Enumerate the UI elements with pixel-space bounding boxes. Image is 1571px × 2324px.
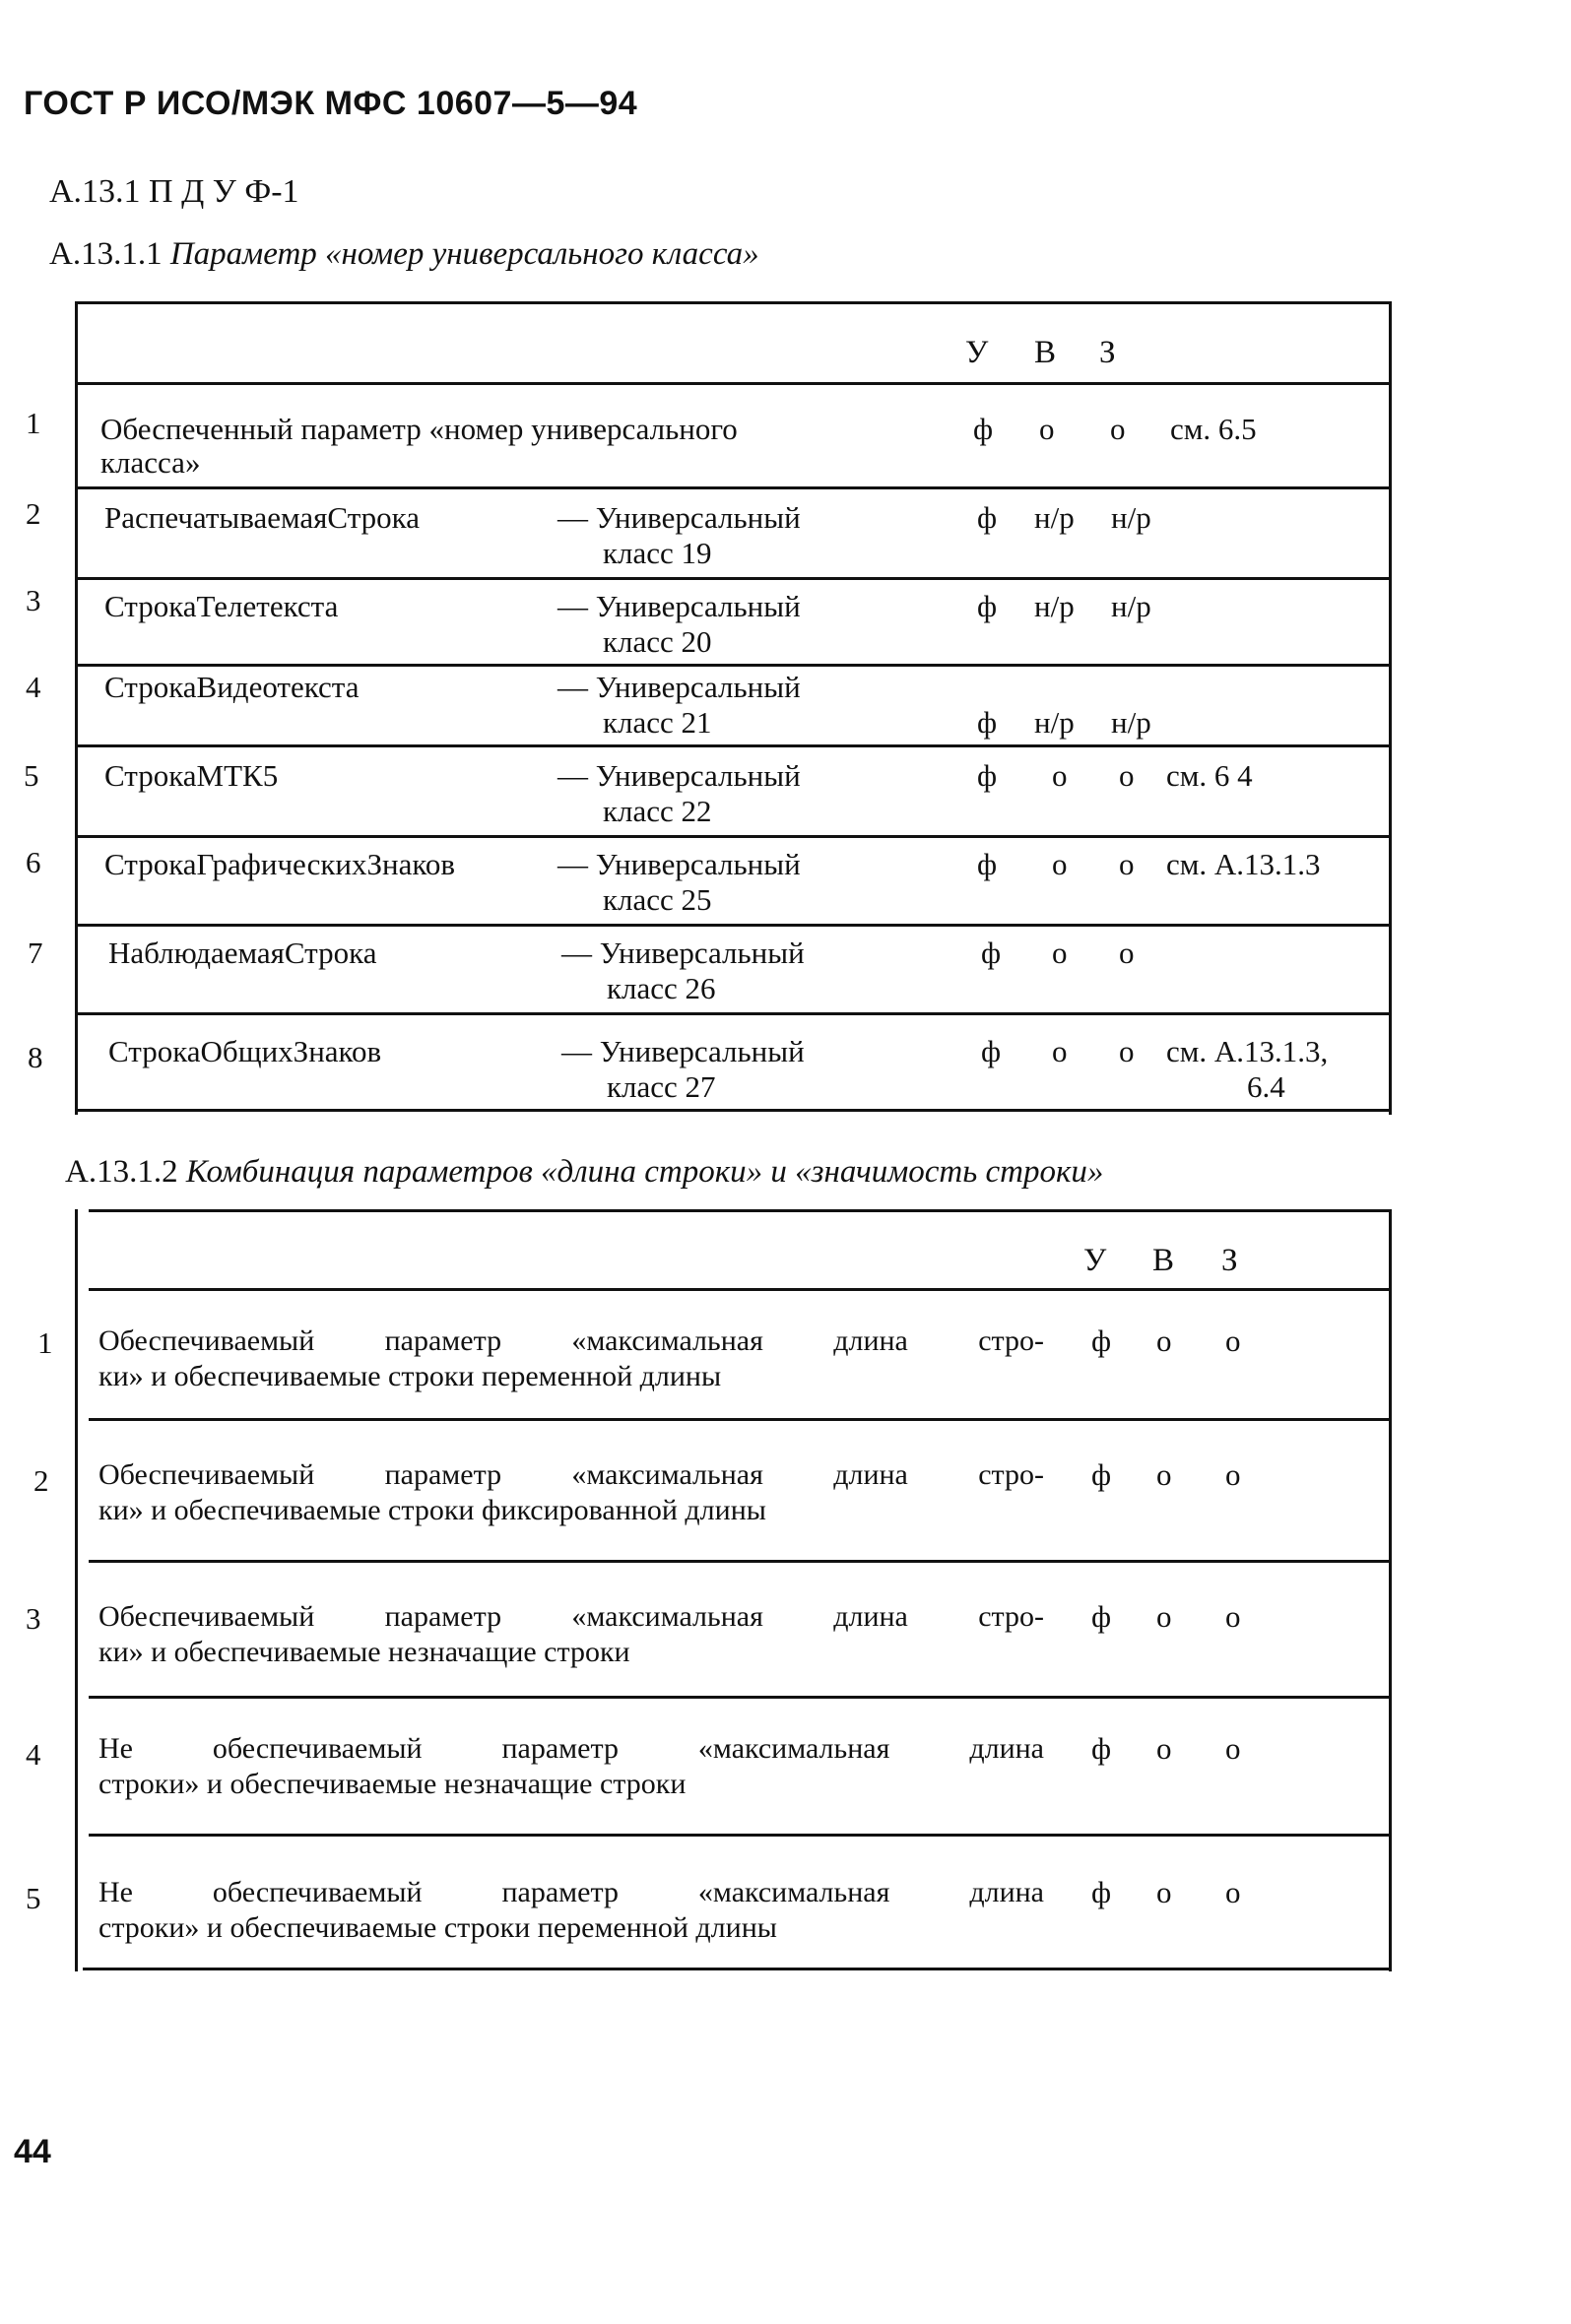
table1-left-border bbox=[75, 301, 78, 1115]
table2-param-line: Обеспечиваемый параметр «максимальная длина стро- bbox=[98, 1458, 1044, 1491]
table2-flag-u: ф bbox=[1091, 1875, 1112, 1909]
table1-flag-u: ф bbox=[981, 1034, 1002, 1068]
table1-flag-z: о bbox=[1119, 1034, 1135, 1068]
table2-row-number: 5 bbox=[26, 1881, 41, 1915]
table1-flag-z: о bbox=[1119, 758, 1135, 793]
table2-flag-v: о bbox=[1156, 1599, 1172, 1634]
table1-flag-v: о bbox=[1052, 847, 1068, 881]
table1-row-rule bbox=[75, 577, 1392, 580]
table1-top-rule bbox=[75, 301, 1392, 304]
table1-class-number: класс 27 bbox=[607, 1069, 716, 1104]
table1-flag-v: н/р bbox=[1034, 500, 1075, 535]
table2-flag-z: о bbox=[1225, 1323, 1241, 1358]
table2-flag-z: о bbox=[1225, 1457, 1241, 1492]
table2-flag-z: о bbox=[1225, 1731, 1241, 1766]
table2-param-text bbox=[98, 1323, 1044, 1394]
table1-flag-v: н/р bbox=[1034, 589, 1075, 623]
table1-param-name: СтрокаТелетекста bbox=[104, 589, 339, 623]
table2-flag-z: о bbox=[1225, 1599, 1241, 1634]
table1-flag-z: о bbox=[1119, 847, 1135, 881]
table2-param-text bbox=[98, 1731, 1044, 1802]
table1-flag-z: н/р bbox=[1111, 705, 1151, 740]
table1-class: — Универсальный bbox=[557, 500, 801, 535]
page-number: 44 bbox=[14, 2133, 51, 2170]
table1-flag-v: о bbox=[1052, 1034, 1068, 1068]
table1-row-number: 2 bbox=[26, 496, 41, 531]
table2-param-line-cont: строки» и обеспечиваемые незначащие строки bbox=[98, 1768, 687, 1800]
table2-param-line-cont: ки» и обеспечиваемые незначащие строки bbox=[98, 1636, 630, 1668]
table1-row-rule bbox=[75, 664, 1392, 667]
table2-caption-number: А.13.1.2 bbox=[65, 1154, 178, 1190]
table1-col-head-v: В bbox=[1034, 335, 1057, 370]
table1-reference: см. 6 4 bbox=[1166, 758, 1253, 793]
table2-flag-u: ф bbox=[1091, 1731, 1112, 1766]
table1-row-number: 4 bbox=[26, 670, 41, 704]
table1-param-name: Обеспеченный параметр «номер универсального bbox=[100, 412, 738, 446]
table2-flag-v: о bbox=[1156, 1731, 1172, 1766]
table2-flag-u: ф bbox=[1091, 1457, 1112, 1492]
table2-row-rule bbox=[89, 1834, 1389, 1837]
table1-class: — Универсальный bbox=[557, 589, 801, 623]
table1-row-rule bbox=[75, 486, 1392, 489]
table1-class-number: класс 19 bbox=[603, 536, 712, 570]
table1-flag-v: о bbox=[1039, 412, 1055, 446]
table1-flag-u: ф bbox=[977, 500, 998, 535]
table1-row-number: 7 bbox=[28, 936, 43, 970]
table1-flag-u: ф bbox=[977, 758, 998, 793]
table2-caption-title: Комбинация параметров «длина строки» и «значимость строки» bbox=[185, 1154, 1104, 1190]
table1-col-head-u: У bbox=[965, 335, 989, 370]
table1-flag-z: о bbox=[1110, 412, 1126, 446]
table2-caption bbox=[65, 1154, 1103, 1191]
table1-param-name-cont: класса» bbox=[100, 445, 201, 480]
table1-flag-u: ф bbox=[977, 705, 998, 740]
table1-class-number: класс 21 bbox=[603, 705, 712, 740]
table2-col-head-u: У bbox=[1083, 1243, 1107, 1278]
table2-flag-u: ф bbox=[1091, 1599, 1112, 1634]
table1-class: — Универсальный bbox=[561, 1034, 805, 1068]
table2-bottom-rule bbox=[83, 1968, 1389, 1970]
table1-flag-v: н/р bbox=[1034, 705, 1075, 740]
table1-flag-v: о bbox=[1052, 758, 1068, 793]
table2-param-line: Не обеспечиваемый параметр «максимальная длина bbox=[98, 1732, 1044, 1765]
document-header: ГОСТ Р ИСО/МЭК МФС 10607—5—94 bbox=[24, 85, 638, 122]
table1-param-name: СтрокаОбщихЗнаков bbox=[108, 1034, 382, 1068]
table1-bottom-rule bbox=[75, 1109, 1392, 1112]
table1-class-number: класс 26 bbox=[607, 971, 716, 1005]
table1-col-head-z: З bbox=[1099, 335, 1116, 370]
table2-row-number: 2 bbox=[33, 1463, 49, 1498]
table1-class: — Универсальный bbox=[557, 670, 801, 704]
table1-row-number: 8 bbox=[28, 1040, 43, 1074]
table1-param-name: РаспечатываемаяСтрока bbox=[104, 500, 420, 535]
table1-caption bbox=[49, 236, 759, 273]
table2-flag-u: ф bbox=[1091, 1323, 1112, 1358]
table1-flag-z: н/р bbox=[1111, 500, 1151, 535]
table1-row-number: 5 bbox=[24, 758, 39, 793]
table1-flag-u: ф bbox=[973, 412, 994, 446]
table2-col-head-v: В bbox=[1152, 1243, 1175, 1278]
table1-header-rule bbox=[75, 382, 1392, 385]
table1-row-rule bbox=[75, 1012, 1392, 1015]
table2-param-text bbox=[98, 1599, 1044, 1670]
table1-flag-z: о bbox=[1119, 936, 1135, 970]
table1-flag-z: н/р bbox=[1111, 589, 1151, 623]
table1-row-rule bbox=[75, 924, 1392, 927]
table2-param-line: Обеспечиваемый параметр «максимальная длина стро- bbox=[98, 1324, 1044, 1357]
table2-param-text bbox=[98, 1875, 1044, 1946]
table1-right-border bbox=[1389, 301, 1392, 1115]
table2-flag-z: о bbox=[1225, 1875, 1241, 1909]
table2-row-number: 3 bbox=[26, 1601, 41, 1636]
table2-param-line: Обеспечиваемый параметр «максимальная длина стро- bbox=[98, 1600, 1044, 1633]
section-title: А.13.1 П Д У Ф-1 bbox=[49, 173, 299, 210]
table1-param-name: НаблюдаемаяСтрока bbox=[108, 936, 377, 970]
table1-param-name: СтрокаМТК5 bbox=[104, 758, 279, 793]
table1-reference: см. А.13.1.3, bbox=[1166, 1034, 1329, 1068]
table2-param-line: Не обеспечиваемый параметр «максимальная длина bbox=[98, 1876, 1044, 1908]
table1-flag-u: ф bbox=[977, 589, 998, 623]
table1-class-number: класс 20 bbox=[603, 624, 712, 659]
table1-reference-cont: 6.4 bbox=[1247, 1069, 1285, 1104]
table2-row-rule bbox=[89, 1418, 1389, 1421]
table2-param-text bbox=[98, 1457, 1044, 1528]
table1-class: — Универсальный bbox=[557, 758, 801, 793]
table2-flag-v: о bbox=[1156, 1457, 1172, 1492]
table1-param-name: СтрокаГрафическихЗнаков bbox=[104, 847, 455, 881]
table2-header-rule bbox=[89, 1288, 1389, 1291]
table1-class-number: класс 22 bbox=[603, 794, 712, 828]
table2-param-line-cont: ки» и обеспечиваемые строки переменной длины bbox=[98, 1360, 722, 1392]
table1-caption-title: Параметр «номер универсального класса» bbox=[169, 236, 759, 272]
table1-class: — Универсальный bbox=[557, 847, 801, 881]
table2-flag-v: о bbox=[1156, 1875, 1172, 1909]
table1-row-rule bbox=[75, 835, 1392, 838]
table1-row-number: 6 bbox=[26, 845, 41, 879]
table1-row-number: 1 bbox=[26, 406, 41, 440]
table2-col-head-z: З bbox=[1221, 1243, 1238, 1278]
table2-row-number: 1 bbox=[37, 1325, 53, 1360]
table2-param-line-cont: строки» и обеспечиваемые строки переменной длины bbox=[98, 1911, 777, 1944]
table1-flag-u: ф bbox=[977, 847, 998, 881]
table1-row-rule bbox=[75, 744, 1392, 747]
table2-right-border bbox=[1389, 1209, 1392, 1971]
table2-row-rule bbox=[89, 1696, 1389, 1699]
table1-row-number: 3 bbox=[26, 583, 41, 617]
table1-flag-u: ф bbox=[981, 936, 1002, 970]
table1-flag-v: о bbox=[1052, 936, 1068, 970]
table2-flag-v: о bbox=[1156, 1323, 1172, 1358]
table1-caption-number: А.13.1.1 bbox=[49, 236, 163, 272]
table1-param-name: СтрокаВидеотекста bbox=[104, 670, 360, 704]
table2-row-rule bbox=[89, 1560, 1389, 1563]
table2-top-rule bbox=[89, 1209, 1389, 1212]
table1-reference: см. 6.5 bbox=[1170, 412, 1257, 446]
table2-row-number: 4 bbox=[26, 1737, 41, 1772]
table1-class-number: класс 25 bbox=[603, 882, 712, 917]
table2-left-border bbox=[75, 1209, 78, 1971]
table2-param-line-cont: ки» и обеспечиваемые строки фиксированной длины bbox=[98, 1494, 766, 1526]
table1-class: — Универсальный bbox=[561, 936, 805, 970]
table1-reference: см. А.13.1.3 bbox=[1166, 847, 1321, 881]
